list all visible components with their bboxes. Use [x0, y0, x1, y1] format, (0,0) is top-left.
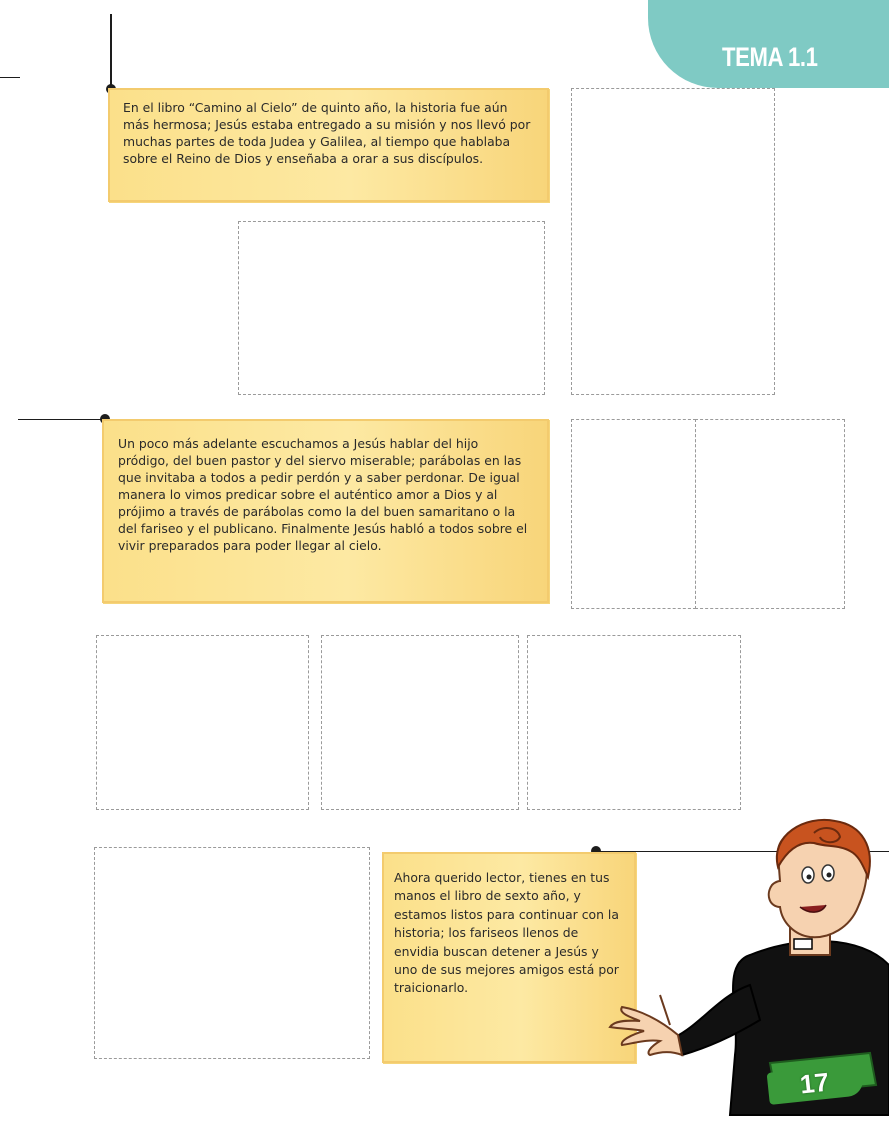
intro-text-box	[108, 88, 549, 202]
tema-label: TEMA 1.1	[722, 42, 818, 72]
parables-text-box	[102, 419, 549, 603]
connector-line	[0, 77, 20, 78]
comic-panel	[94, 847, 370, 1059]
comic-panel	[96, 635, 309, 810]
comic-panel	[695, 419, 845, 609]
parables-text: Un poco más adelante escuchamos a Jesús hablar del hijo pródigo, del buen pastor y del siervo miserable; parábolas en las que invitaba a todos a pedir perdón y a saber perdonar. De igual manera lo vimos predicar sobre el auténtico amor a Dios y al prójimo a través de parábolas como la del buen samaritano o la del fariseo y el publicano. Finalmente Jesús habló a todos sobre el vivir preparados para poder llegar al cielo.	[118, 436, 528, 553]
page-number: 17	[798, 1066, 831, 1100]
comic-panel	[321, 635, 519, 810]
comic-panel	[571, 419, 696, 609]
closing-text-box	[382, 852, 636, 1063]
connector-line	[18, 419, 106, 420]
comic-panel	[571, 88, 775, 395]
intro-text: En el libro “Camino al Cielo” de quinto año, la historia fue aún más hermosa; Jesús estaba entregado a su misión y nos llevó por muchas partes de toda Judea y Galilea, al tiempo que hablaba sobre el Reino de Dios y enseñaba a orar a sus discípulos.	[123, 100, 531, 166]
closing-text: Ahora querido lector, tienes en tus manos el libro de sexto año, y estamos listos para continuar con la historia; los fariseos llenos de envidia buscan detener a Jesús y uno de sus mejores amigos está por traicionarlo.	[394, 870, 619, 996]
comic-panel	[238, 221, 545, 395]
comic-panel	[527, 635, 741, 810]
connector-line	[110, 14, 112, 88]
